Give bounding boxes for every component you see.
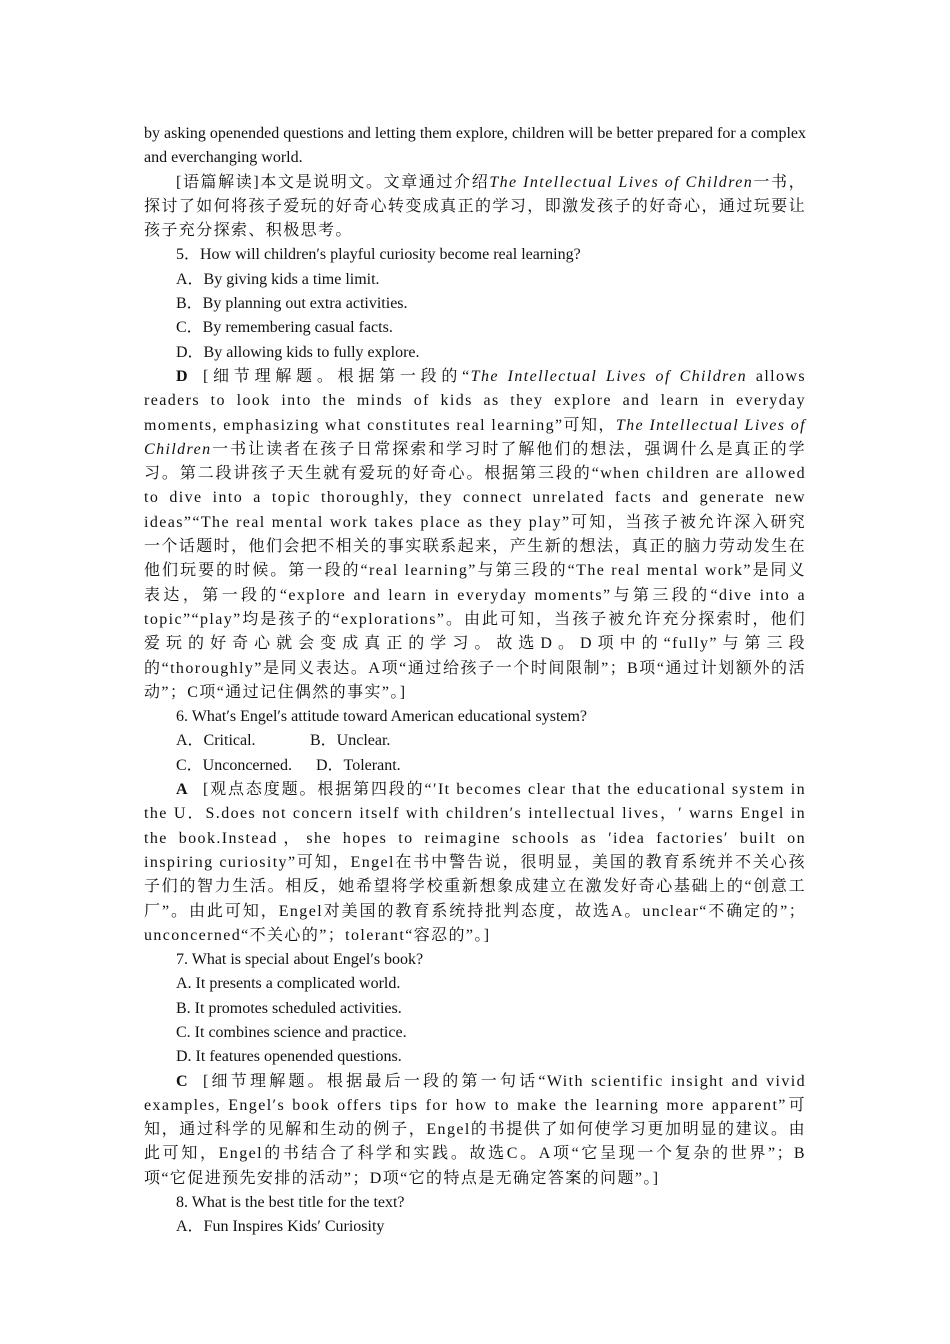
passage-end: by asking openended questions and letting them explore, children will be better prepared for a complex and everchanging world. xyxy=(144,125,806,167)
question-5-stem: 5．How will children′s playful curiosity become real learning? xyxy=(176,246,581,264)
question-5-option-d: D．By allowing kids to fully explore. xyxy=(176,343,420,361)
question-6-option-b: B．Unclear. xyxy=(310,732,391,750)
passage-analysis: [语篇解读]本文是说明文。文章通过介绍The Intellectual Lives of Children一书，探讨了如何将孩子爱玩的好奇心转变成真正的学习，即激发孩子的好奇心，通过玩要让孩子充分探索、积极思考。 xyxy=(144,173,806,240)
question-8-option-a: A．Fun Inspires Kids′ Curiosity xyxy=(176,1218,385,1236)
question-7-stem: 7. What is special about Engel′s book? xyxy=(176,951,424,969)
document-page xyxy=(144,122,806,1240)
question-6-option-d: D．Tolerant. xyxy=(316,756,401,774)
question-5-explanation: D [细节理解题。根据第一段的“The Intellectual Lives of Children allows readers to look into the minds of kids as they explore and learn in everyday moments, emphasizing what constitutes real learning”可知，The Intellectual Lives of Children一书让读者在孩子日常探索和学习时了解他们的想法，强调什么是真正的学习。第二段讲孩子天生就有爱玩的好奇心。根据第三段的“when children are allowed to dive into a topic thoroughly, they connect unrelated facts and generate new ideas”“The real mental work takes place as they play”可知，当孩子被允许深入研究一个话题时，他们会把不相关的事实联系起来，产生新的想法，真正的脑力劳动发生在他们玩要的时候。第一段的“real learning”与第三段的“The real mental work”是同义表达，第一段的“explore and learn in everyday moments”与第三段的“dive into a topic”“play”均是孩子的“explorations”。由此可知，当孩子被允许充分探索时，他们爱玩的好奇心就会变成真正的学习。故选D。D项中的“fully”与第三段的“thoroughly”是同义表达。A项“通过给孩子一个时间限制”；B项“通过计划额外的活动”；C项“通过记住偶然的事实”。] xyxy=(144,367,806,701)
question-5-option-b: B．By planning out extra activities. xyxy=(176,295,408,313)
question-7-option-a: A. It presents a complicated world. xyxy=(176,975,401,993)
question-5-option-a: A．By giving kids a time limit. xyxy=(176,270,380,288)
analysis-tag: [语篇解读] xyxy=(176,173,261,191)
question-6-stem: 6. What′s Engel′s attitude toward American educational system? xyxy=(176,708,588,726)
question-5-option-c: C．By remembering casual facts. xyxy=(176,319,393,337)
question-8-stem: 8. What is the best title for the text? xyxy=(176,1194,405,1212)
question-7-option-d: D. It features openended questions. xyxy=(176,1048,402,1066)
question-6-explanation: A [观点态度题。根据第四段的“′It becomes clear that the educational system in the U．S.does not concern itself with children′s intellectual lives，′ warns Engel in the book.Instead，she hopes to reimagine schools as ′idea factories′ built on inspiring curiosity”可知，Engel在书中警告说，很明显，美国的教育系统并不关心孩子们的智力生活。相反，她希望将学校重新想象成建立在激发好奇心基础上的“创意工厂”。由此可知，Engel对美国的教育系统持批判态度，故选A。unclear“不确定的”；unconcerned“不关心的”；tolerant“容忍的”。] xyxy=(144,781,806,944)
question-7-explanation: C [细节理解题。根据最后一段的第一句话“With scientific insight and vivid examples, Engel′s book offers tips for how to make the learning more apparent”可知，通过科学的见解和生动的例子，Engel的书提供了如何使学习更加明显的建议。由此可知，Engel的书结合了科学和实践。故选C。A项“它呈现一个复杂的世界”；B项“它促进预先安排的活动”；D项“它的特点是无确定答案的问题”。] xyxy=(144,1072,806,1187)
question-6-answer: A xyxy=(176,781,189,799)
question-7-option-b: B. It promotes scheduled activities. xyxy=(176,999,402,1017)
question-6-option-c: C．Unconcerned. xyxy=(176,756,292,774)
question-6-options-row-1 xyxy=(144,729,806,753)
question-6-options-row-2 xyxy=(144,754,806,778)
question-5-answer: D xyxy=(176,367,189,385)
question-7-answer: C xyxy=(176,1072,189,1090)
book-title: The Intellectual Lives of Children xyxy=(489,173,754,191)
question-7-option-c: C. It combines science and practice. xyxy=(176,1023,407,1041)
question-6-option-a: A．Critical. xyxy=(176,732,256,750)
